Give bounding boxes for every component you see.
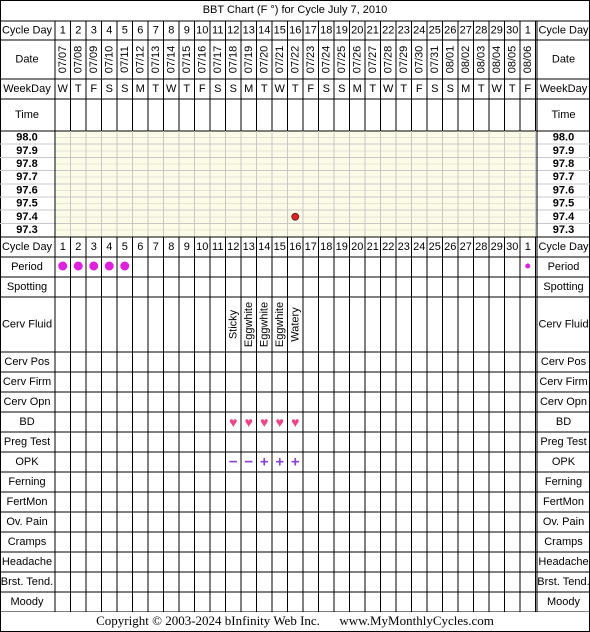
cerv-pos-label: Cerv Pos — [4, 356, 50, 368]
cycle-day-cell: 8 — [168, 241, 175, 253]
cycle-day-cell: 6 — [137, 241, 144, 253]
cycle-day-cell: 7 — [152, 241, 159, 253]
cycle-day-cell: 24 — [413, 241, 426, 253]
cycle-day-cell: 12 — [227, 241, 240, 253]
date-label-right: Date — [551, 53, 576, 66]
date-cell: 08/04 — [490, 45, 503, 74]
bd-heart-icon: ♥ — [275, 414, 284, 430]
cycle-day-cell: 2 — [75, 24, 82, 37]
weekday-cell: S — [214, 83, 222, 95]
weekday-cell: S — [121, 83, 129, 95]
cycle-day-cell: 22 — [382, 24, 395, 37]
cerv-fluid-entry: Eggwhite — [273, 301, 286, 348]
cycle-day-cell: 25 — [428, 24, 441, 37]
cerv-opn-label-right: Cerv Opn — [539, 396, 588, 408]
chart-title: BBT Chart (F °) for Cycle July 7, 2010 — [202, 4, 388, 16]
cerv-fluid-entry: Sticky — [227, 309, 240, 340]
cycle-day-cell: 4 — [106, 241, 113, 253]
weekday-cell: T — [369, 83, 377, 95]
date-cell: 07/21 — [273, 45, 286, 74]
cycle-day-cell: 10 — [196, 24, 209, 37]
weekday-cell: S — [229, 83, 237, 95]
date-cell: 07/09 — [87, 45, 100, 74]
cycle-day-cell: 5 — [121, 241, 128, 253]
date-cell: 07/14 — [165, 45, 178, 74]
bd-heart-icon: ♥ — [244, 414, 253, 430]
headache-label-right: Headache — [538, 556, 589, 568]
date-cell: 07/17 — [211, 45, 224, 74]
bd-heart-icon: ♥ — [291, 414, 300, 430]
temp-label-right: 97.8 — [552, 158, 575, 170]
cerv-firm-label-right: Cerv Firm — [539, 376, 588, 388]
date-cell: 07/29 — [397, 45, 410, 74]
cycle-day-cell: 22 — [382, 241, 395, 253]
date-label: Date — [15, 53, 39, 66]
cycle-day-cell: 28 — [475, 241, 488, 253]
weekday-cell: T — [74, 83, 82, 95]
date-cell: 07/10 — [103, 45, 116, 74]
temp-label-left: 97.4 — [16, 210, 38, 223]
spotting-label-right: Spotting — [543, 281, 584, 293]
weekday-cell: T — [508, 83, 516, 95]
copyright-text: Copyright © 2003-2024 bInfinity Web Inc. — [96, 613, 320, 628]
temp-label-left: 97.9 — [16, 144, 38, 157]
temp-label-right: 98.0 — [552, 131, 575, 144]
cycle-day-cell: 4 — [106, 24, 113, 37]
cerv-fluid-entry: Watery — [289, 307, 302, 342]
weekday-cell: F — [198, 83, 206, 95]
weekday-cell: F — [307, 83, 315, 95]
cycle-day-cell: 17 — [304, 241, 317, 253]
cycle-day-cell: 21 — [366, 241, 379, 253]
cycle-day-cell: 15 — [273, 241, 286, 253]
temp-label-right: 97.7 — [552, 171, 575, 184]
cycle-day-cell: 13 — [242, 24, 255, 37]
weekday-cell: S — [322, 83, 330, 95]
weekday-cell: W — [491, 83, 502, 95]
bd-heart-icon: ♥ — [260, 414, 269, 430]
weekday-cell: S — [446, 83, 454, 95]
temp-label-right: 97.3 — [552, 224, 575, 236]
weekday-cell: W — [57, 83, 68, 95]
date-cell: 07/19 — [242, 45, 255, 74]
date-cell: 08/06 — [521, 45, 534, 74]
opk-result: + — [259, 453, 269, 471]
cycle-day-cell: 20 — [351, 24, 364, 37]
cycle-day-cell: 12 — [227, 24, 240, 37]
cycle-day-cell: 30 — [506, 241, 519, 253]
weekday-cell: F — [90, 83, 98, 95]
ov-pain-label: Ov. Pain — [6, 516, 48, 528]
time-label: Time — [14, 109, 40, 121]
period-dot — [58, 262, 67, 271]
cramps-label-right: Cramps — [544, 536, 583, 548]
cycle-day-cell: 11 — [212, 24, 224, 37]
cycle-day-cell: 14 — [258, 241, 271, 253]
preg-test-label-right: Preg Test — [540, 436, 587, 448]
date-cell: 07/08 — [72, 45, 85, 74]
cycle-day-cell: 16 — [289, 24, 302, 37]
opk-result: + — [290, 453, 300, 471]
weekday-cell: S — [105, 83, 113, 95]
cycle-day-cell: 18 — [320, 24, 333, 37]
temp-label-left: 97.7 — [16, 171, 38, 184]
cycle-day-cell: 6 — [137, 24, 144, 37]
period-label-right: Period — [547, 261, 580, 273]
cycle-day-cell: 19 — [335, 241, 348, 253]
weekday-cell: W — [166, 83, 177, 95]
weekday-cell: M — [461, 83, 471, 95]
cycle-day-cell: 3 — [90, 24, 97, 37]
cycle-day-cell: 9 — [183, 241, 190, 253]
weekday-cell: M — [135, 83, 145, 95]
date-cell: 07/18 — [227, 45, 240, 74]
date-cell: 08/02 — [459, 45, 472, 74]
cycle-day-cell: 3 — [90, 241, 97, 253]
temp-label-right: 97.5 — [552, 197, 575, 210]
weekday-cell: T — [400, 83, 408, 95]
bd-label-right: BD — [555, 416, 572, 428]
temp-label-right: 97.9 — [552, 144, 575, 157]
date-cell: 07/31 — [428, 45, 441, 74]
moody-label-right: Moody — [546, 596, 581, 608]
spotting-label: Spotting — [6, 281, 48, 293]
period-dot — [74, 262, 83, 271]
cycle-day-cell: 29 — [490, 241, 503, 253]
cycle-day-cell: 1 — [59, 24, 66, 37]
cycle-day-cell: 1 — [59, 241, 66, 253]
cycle-day-label: Cycle Day — [1, 24, 53, 37]
cycle-day-cell: 11 — [212, 241, 224, 253]
date-cell: 08/03 — [475, 45, 488, 74]
temp-label-left: 97.3 — [16, 224, 38, 236]
cycle-day-cell: 28 — [475, 24, 488, 37]
cycle-day-cell: 5 — [121, 24, 128, 37]
weekday-cell: T — [291, 83, 299, 95]
cycle-day-cell: 18 — [320, 241, 333, 253]
site-link[interactable]: www.MyMonthlyCycles.com — [339, 613, 494, 628]
temp-label-left: 97.5 — [16, 197, 38, 210]
date-cell: 07/11 — [118, 46, 131, 73]
period-dot — [525, 264, 530, 269]
cycle-day-cell: 26 — [444, 241, 457, 253]
period-dot — [120, 262, 129, 271]
cycle-day-cell: 10 — [196, 241, 209, 253]
cycle-day-cell: 20 — [351, 241, 364, 253]
period-dot — [105, 262, 114, 271]
temp-label-right: 97.4 — [552, 210, 575, 223]
temp-label-left: 97.6 — [16, 184, 38, 197]
brst-tend-label-right: Brst. Tend. — [537, 576, 590, 588]
fertmon-label-right: FertMon — [543, 496, 584, 508]
weekday-cell: S — [431, 83, 439, 95]
weekday-label: WeekDay — [3, 83, 51, 95]
bd-heart-icon: ♥ — [229, 414, 238, 430]
time-label-right: Time — [551, 109, 576, 121]
cerv-fluid-label-right: Cerv Fluid — [538, 318, 589, 331]
cycle-day-cell: 17 — [304, 24, 317, 37]
cycle-day2-label: Cycle Day — [1, 241, 53, 253]
brst-tend-label: Brst. Tend. — [0, 576, 54, 588]
cerv-fluid-entry: Eggwhite — [258, 301, 271, 348]
temp-point — [292, 213, 299, 220]
weekday-cell: W — [274, 83, 285, 95]
moody-label: Moody — [10, 596, 44, 608]
date-cell: 07/30 — [413, 45, 426, 74]
cycle-day-cell: 9 — [183, 24, 190, 37]
cycle-day-cell: 27 — [459, 241, 472, 253]
cycle-day-label-right: Cycle Day — [538, 24, 589, 37]
date-cell: 07/23 — [304, 45, 317, 74]
date-cell: 07/20 — [258, 45, 271, 74]
opk-result: − — [228, 453, 238, 471]
fertmon-label: FertMon — [6, 496, 48, 508]
cycle-day-cell: 8 — [168, 24, 175, 37]
weekday-cell: F — [415, 83, 423, 95]
date-cell: 08/01 — [444, 45, 457, 74]
cramps-label: Cramps — [7, 536, 47, 548]
date-cell: 07/13 — [149, 45, 162, 74]
cerv-fluid-label: Cerv Fluid — [1, 318, 53, 331]
cerv-fluid-entry: Eggwhite — [242, 301, 255, 348]
cycle-day-cell: 23 — [397, 24, 410, 37]
date-cell: 07/12 — [134, 45, 147, 74]
footer — [0, 613, 590, 632]
weekday-cell: M — [244, 83, 254, 95]
date-cell: 07/24 — [320, 45, 333, 74]
weekday-cell: T — [183, 83, 191, 95]
cycle-day-cell: 27 — [459, 24, 472, 37]
period-label: Period — [11, 261, 43, 273]
period-dot — [89, 262, 98, 271]
cycle-day-cell: 1 — [524, 241, 531, 253]
cycle-day-cell: 23 — [397, 241, 410, 253]
date-cell: 07/28 — [382, 45, 395, 74]
cycle-day-cell: 29 — [490, 24, 503, 37]
date-cell: 07/27 — [366, 45, 379, 74]
weekday-cell: W — [383, 83, 394, 95]
cycle-day-cell: 26 — [444, 24, 457, 37]
cycle-day-cell: 19 — [335, 24, 348, 37]
date-cell: 07/26 — [351, 45, 364, 74]
cycle-day-cell: 7 — [152, 24, 159, 37]
temp-label-left: 98.0 — [16, 131, 38, 144]
date-cell: 07/22 — [289, 45, 302, 74]
cerv-pos-label-right: Cerv Pos — [540, 356, 587, 368]
ov-pain-label-right: Ov. Pain — [542, 516, 585, 528]
cycle-day-cell: 30 — [506, 24, 519, 37]
cycle-day-cell: 15 — [273, 24, 286, 37]
date-cell: 07/07 — [56, 45, 69, 74]
temp-label-left: 97.8 — [16, 158, 38, 170]
cycle-day-cell: 1 — [524, 24, 531, 37]
cycle-day-cell: 13 — [242, 241, 255, 253]
weekday-cell: T — [152, 83, 160, 95]
date-cell: 07/25 — [335, 45, 348, 74]
opk-label: OPK — [15, 456, 39, 468]
opk-result: − — [244, 453, 254, 471]
opk-label-right: OPK — [551, 456, 576, 468]
ferning-label-right: Ferning — [544, 476, 583, 488]
cycle-day2-label-right: Cycle Day — [538, 241, 589, 253]
date-cell: 07/16 — [196, 45, 209, 74]
date-cell: 08/05 — [506, 45, 519, 74]
cerv-opn-label: Cerv Opn — [3, 396, 51, 408]
cycle-day-cell: 24 — [413, 24, 426, 37]
weekday-label-right: WeekDay — [539, 83, 588, 95]
weekday-cell: F — [524, 83, 532, 95]
date-cell: 07/15 — [180, 45, 193, 74]
weekday-cell: M — [352, 83, 362, 95]
preg-test-label: Preg Test — [3, 436, 51, 448]
weekday-cell: T — [477, 83, 485, 95]
weekday-cell: S — [338, 83, 346, 95]
cerv-firm-label: Cerv Firm — [2, 376, 52, 388]
cycle-day-cell: 14 — [258, 24, 271, 37]
weekday-cell: T — [260, 83, 268, 95]
bd-label: BD — [19, 416, 35, 428]
headache-label: Headache — [1, 556, 53, 568]
opk-result: + — [275, 453, 285, 471]
cycle-day-cell: 21 — [366, 24, 379, 37]
temp-label-right: 97.6 — [552, 184, 575, 197]
cycle-day-cell: 25 — [428, 241, 441, 253]
ferning-label: Ferning — [8, 476, 46, 488]
cycle-day-cell: 2 — [75, 241, 82, 253]
cycle-day-cell: 16 — [289, 241, 302, 253]
